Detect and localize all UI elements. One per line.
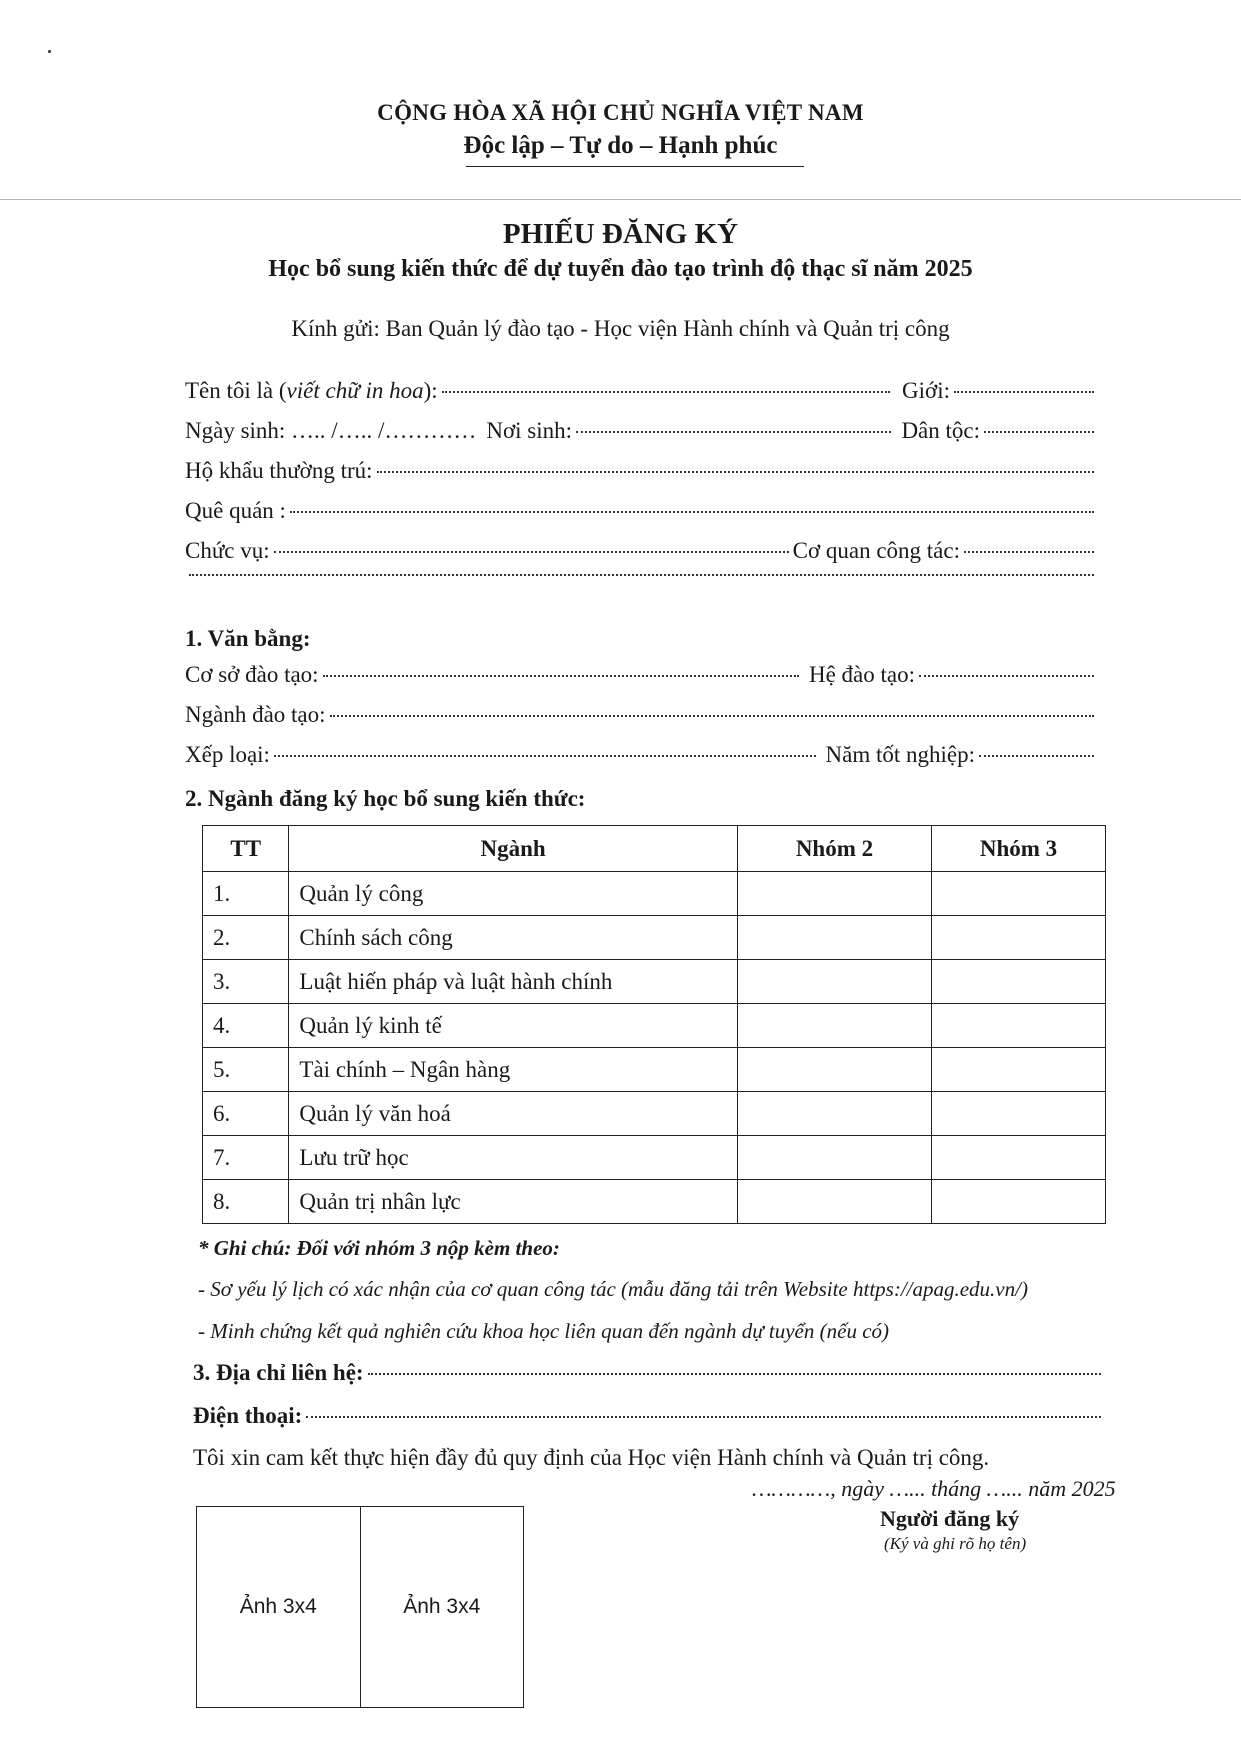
- table-row: [203, 872, 1106, 916]
- position-row: [185, 538, 1098, 570]
- scan-speck: [48, 50, 51, 53]
- residence-row: [185, 458, 1098, 490]
- row-major: Tài chính – Ngân hàng: [289, 1048, 737, 1092]
- dob-label: Ngày sinh: ….. /….. /…………: [185, 418, 477, 443]
- row-major: Luật hiến pháp và luật hành chính: [289, 960, 737, 1004]
- row-number: 5.: [203, 1048, 289, 1092]
- photo-box-1[interactable]: Ảnh 3x4: [239, 1595, 317, 1618]
- col-header-major: Ngành: [289, 826, 737, 872]
- group-3-checkbox-cell[interactable]: [932, 1004, 1106, 1048]
- birthplace-label: Nơi sinh:: [486, 418, 572, 443]
- name-field[interactable]: [442, 390, 890, 393]
- grad-year-field[interactable]: [979, 754, 1094, 757]
- group-2-checkbox-cell[interactable]: [737, 1004, 931, 1048]
- institution-row: [185, 662, 1098, 694]
- national-motto: Độc lập – Tự do – Hạnh phúc: [463, 132, 778, 159]
- photo-boxes: [196, 1506, 524, 1708]
- row-number: 8.: [203, 1180, 289, 1224]
- page-divider: [0, 199, 1241, 200]
- table-header-row: [203, 826, 1106, 872]
- workplace-field-continued[interactable]: [189, 573, 1094, 576]
- name-row: [185, 378, 1098, 410]
- address-row: [193, 1360, 1105, 1392]
- row-major: Quản lý văn hoá: [289, 1092, 737, 1136]
- residence-field[interactable]: [377, 470, 1094, 473]
- form-recipient: Kính gửi: Ban Quản lý đào tạo - Học viện Hành chính và Quản trị công: [291, 316, 950, 341]
- group-2-checkbox-cell[interactable]: [737, 1180, 931, 1224]
- training-mode-label: Hệ đào tạo:: [808, 662, 915, 687]
- signature-hint: (Ký và ghi rõ họ tên): [884, 1534, 1027, 1553]
- rank-field[interactable]: [274, 754, 816, 757]
- hometown-field[interactable]: [290, 510, 1094, 513]
- workplace-continuation-row: [185, 578, 1098, 610]
- note-item-1: - Sơ yếu lý lịch có xác nhận của cơ quan công tác (mẫu đăng tải trên Website https://apag.edu.vn/): [198, 1277, 1028, 1301]
- table-row: [203, 1180, 1106, 1224]
- hometown-row: [185, 498, 1098, 530]
- birthplace-field[interactable]: [576, 430, 891, 433]
- row-major: Quản lý công: [289, 872, 737, 916]
- row-number: 7.: [203, 1136, 289, 1180]
- col-header-tt: TT: [203, 826, 289, 872]
- group-3-checkbox-cell[interactable]: [932, 1092, 1106, 1136]
- table-row: [203, 1092, 1106, 1136]
- workplace-label: Cơ quan công tác:: [792, 538, 960, 563]
- table-row: [203, 1004, 1106, 1048]
- group-2-checkbox-cell[interactable]: [737, 916, 931, 960]
- degree-heading: 1. Văn bằng:: [185, 626, 311, 651]
- phone-field[interactable]: [306, 1415, 1101, 1418]
- name-label: Tên tôi là (viết chữ in hoa):: [185, 378, 438, 403]
- grad-year-label: Năm tốt nghiệp:: [825, 742, 975, 767]
- institution-label: Cơ sở đào tạo:: [185, 662, 319, 687]
- training-mode-field[interactable]: [919, 674, 1094, 677]
- phone-label: Điện thoại:: [193, 1403, 303, 1428]
- form-title: PHIẾU ĐĂNG KÝ: [502, 218, 739, 250]
- major-label: Ngành đào tạo:: [185, 702, 326, 727]
- address-field[interactable]: [368, 1372, 1101, 1375]
- photo-box-2[interactable]: Ảnh 3x4: [360, 1507, 524, 1707]
- group-2-checkbox-cell[interactable]: [737, 960, 931, 1004]
- national-name: CỘNG HÒA XÃ HỘI CHỦ NGHĨA VIỆT NAM: [377, 100, 864, 125]
- ethnicity-label: Dân tộc:: [901, 418, 980, 443]
- row-number: 2.: [203, 916, 289, 960]
- group-3-checkbox-cell[interactable]: [932, 872, 1106, 916]
- row-number: 1.: [203, 872, 289, 916]
- table-row: [203, 1048, 1106, 1092]
- group-2-checkbox-cell[interactable]: [737, 1092, 931, 1136]
- rank-label: Xếp loại:: [185, 742, 270, 767]
- hometown-label: Quê quán :: [185, 498, 286, 523]
- registration-table: [202, 825, 1106, 1224]
- major-field[interactable]: [330, 714, 1094, 717]
- signer-title: Người đăng ký: [880, 1506, 1020, 1531]
- note-item-2: - Minh chứng kết quả nghiên cứu khoa học liên quan đến ngành dự tuyển (nếu có): [198, 1319, 890, 1343]
- position-label: Chức vụ:: [185, 538, 270, 563]
- ethnicity-field[interactable]: [984, 430, 1094, 433]
- group-3-checkbox-cell[interactable]: [932, 960, 1106, 1004]
- table-row: [203, 960, 1106, 1004]
- position-field[interactable]: [274, 550, 789, 553]
- gender-label: Giới:: [902, 378, 950, 403]
- motto-underline: [466, 166, 804, 167]
- row-number: 4.: [203, 1004, 289, 1048]
- rank-row: [185, 742, 1098, 774]
- table-row: [203, 1136, 1106, 1180]
- group-2-checkbox-cell[interactable]: [737, 1136, 931, 1180]
- group-3-checkbox-cell[interactable]: [932, 916, 1106, 960]
- row-number: 6.: [203, 1092, 289, 1136]
- row-major: Lưu trữ học: [289, 1136, 737, 1180]
- commitment-text: Tôi xin cam kết thực hiện đầy đủ quy định của Học viện Hành chính và Quản trị công.: [193, 1445, 990, 1470]
- major-row: [185, 702, 1098, 734]
- institution-field[interactable]: [323, 674, 799, 677]
- workplace-field[interactable]: [964, 550, 1094, 553]
- group-2-checkbox-cell[interactable]: [737, 1048, 931, 1092]
- col-header-group-3: Nhóm 3: [932, 826, 1106, 872]
- row-major: Quản lý kinh tế: [289, 1004, 737, 1048]
- group-3-checkbox-cell[interactable]: [932, 1136, 1106, 1180]
- group-2-checkbox-cell[interactable]: [737, 872, 931, 916]
- row-major: Quản trị nhân lực: [289, 1180, 737, 1224]
- phone-row: [193, 1403, 1105, 1435]
- address-label: 3. Địa chỉ liên hệ:: [193, 1360, 364, 1385]
- table-row: [203, 916, 1106, 960]
- group-3-checkbox-cell[interactable]: [932, 1180, 1106, 1224]
- col-header-group-2: Nhóm 2: [737, 826, 931, 872]
- name-hint: viết chữ in hoa: [286, 378, 424, 403]
- registration-heading: 2. Ngành đăng ký học bổ sung kiến thức:: [185, 786, 586, 811]
- row-major: Chính sách công: [289, 916, 737, 960]
- group-3-checkbox-cell[interactable]: [932, 1048, 1106, 1092]
- note-title: * Ghi chú: Đối với nhóm 3 nộp kèm theo:: [198, 1236, 560, 1260]
- dob-row: [185, 418, 1098, 450]
- residence-label: Hộ khẩu thường trú:: [185, 458, 373, 483]
- row-number: 3.: [203, 960, 289, 1004]
- gender-field[interactable]: [954, 390, 1094, 393]
- form-subtitle: Học bổ sung kiến thức để dự tuyển đào tạo trình độ thạc sĩ năm 2025: [268, 256, 973, 282]
- date-line: …………, ngày …... tháng …... năm 2025: [752, 1476, 1116, 1501]
